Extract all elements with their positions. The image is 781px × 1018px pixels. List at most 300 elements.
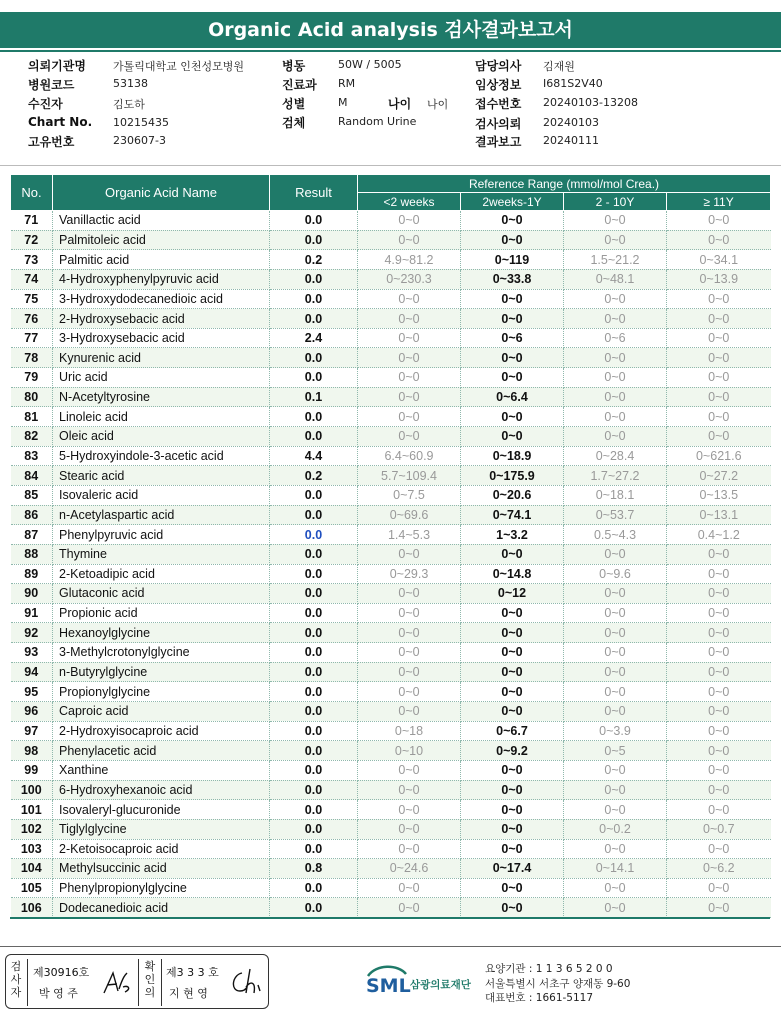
- row-number: 94: [11, 662, 53, 682]
- result-value: 0.0: [270, 682, 358, 702]
- ref-lt-2-weeks: 5.7~109.4: [358, 466, 461, 486]
- ref-11y-plus: 0~0: [667, 898, 771, 918]
- result-value: 0.0: [270, 505, 358, 525]
- ref-lt-2-weeks: 0~29.3: [358, 564, 461, 584]
- ref-2-10y: 0~48.1: [564, 269, 667, 289]
- row-number: 86: [11, 505, 53, 525]
- result-value: 0.0: [270, 427, 358, 447]
- row-number: 87: [11, 525, 53, 545]
- ref-11y-plus: 0~0: [667, 780, 771, 800]
- ref-lt-2-weeks: 0~18: [358, 721, 461, 741]
- result-value: 0.0: [270, 525, 358, 545]
- ward-value: 50W / 5005: [338, 58, 402, 71]
- ref-lt-2-weeks: 0~0: [358, 702, 461, 722]
- ref-11y-plus: 0~34.1: [667, 250, 771, 270]
- ref-11y-plus: 0~621.6: [667, 446, 771, 466]
- ref-2-10y: 0~6: [564, 328, 667, 348]
- ref-11y-plus: 0~0: [667, 211, 771, 231]
- institution-label: 의뢰기관명: [28, 59, 86, 73]
- row-number: 97: [11, 721, 53, 741]
- row-number: 103: [11, 839, 53, 859]
- result-value: 0.0: [270, 760, 358, 780]
- table-row: [11, 760, 771, 780]
- table-row: [11, 328, 771, 348]
- patient-info: [0, 55, 781, 155]
- ref-11y-plus: 0~0: [667, 427, 771, 447]
- address: 서울특별시 서초구 양재동 9-60: [485, 977, 631, 990]
- ref-11y-plus: 0~0: [667, 878, 771, 898]
- acid-name: Tiglylglycine: [53, 819, 270, 839]
- row-number: 76: [11, 309, 53, 329]
- ref-11y-plus: 0~0: [667, 348, 771, 368]
- examiner-signature: [101, 969, 135, 997]
- ref-2-weeks-1y: 0~0: [461, 368, 564, 388]
- footer-divider: [0, 946, 781, 947]
- table-row: [11, 505, 771, 525]
- ref-2-weeks-1y: 0~0: [461, 662, 564, 682]
- ref-2-10y: 0~0: [564, 230, 667, 250]
- ref-2-10y: 0~0: [564, 427, 667, 447]
- table-row: [11, 878, 771, 898]
- ref-lt-2-weeks: 0~0: [358, 309, 461, 329]
- result-value: 0.0: [270, 407, 358, 427]
- ref-11y-plus: 0~0: [667, 623, 771, 643]
- report-title: Organic Acid analysis 검사결과보고서: [0, 12, 781, 48]
- table-row: [11, 485, 771, 505]
- result-value: 0.0: [270, 584, 358, 604]
- ref-2-10y: 0~0: [564, 800, 667, 820]
- row-number: 98: [11, 741, 53, 761]
- signature-box: [5, 954, 269, 1009]
- row-number: 106: [11, 898, 53, 918]
- acid-name: Oleic acid: [53, 427, 270, 447]
- table-row: [11, 584, 771, 604]
- ward-label: 병동: [282, 59, 306, 73]
- row-number: 92: [11, 623, 53, 643]
- unique-value: 230607-3: [113, 134, 166, 147]
- ref-lt-2-weeks: 0~0: [358, 623, 461, 643]
- ref-2-weeks-1y: 0~0: [461, 407, 564, 427]
- clinical-label: 임상정보: [475, 78, 522, 92]
- ref-2-weeks-1y: 0~0: [461, 702, 564, 722]
- ref-2-weeks-1y: 0~0: [461, 839, 564, 859]
- ref-2-weeks-1y: 0~33.8: [461, 269, 564, 289]
- ref-2-weeks-1y: 0~0: [461, 544, 564, 564]
- ref-lt-2-weeks: 0~0: [358, 427, 461, 447]
- row-number: 93: [11, 643, 53, 663]
- ref-lt-2-weeks: 0~0: [358, 387, 461, 407]
- ref-2-10y: 0~0: [564, 211, 667, 231]
- ref-2-10y: 0~0: [564, 780, 667, 800]
- age-value: 나이: [427, 98, 449, 111]
- result-value: 0.0: [270, 348, 358, 368]
- specimen-value: Random Urine: [338, 115, 417, 128]
- acid-name: Thymine: [53, 544, 270, 564]
- examiner-name: 박 영 주: [39, 987, 78, 1000]
- ref-2-10y: 0~0: [564, 407, 667, 427]
- ref-lt-2-weeks: 0~0: [358, 368, 461, 388]
- dept-value: RM: [338, 77, 356, 90]
- result-value: 0.0: [270, 878, 358, 898]
- request-label: 검사의뢰: [475, 117, 522, 131]
- row-number: 75: [11, 289, 53, 309]
- row-number: 72: [11, 230, 53, 250]
- table-row: [11, 780, 771, 800]
- sex-value: M: [338, 96, 348, 109]
- clinical-value: I681S2V40: [543, 77, 603, 90]
- ref-lt-2-weeks: 0~0: [358, 898, 461, 918]
- row-number: 105: [11, 878, 53, 898]
- row-number: 83: [11, 446, 53, 466]
- ref-2-weeks-1y: 0~6.7: [461, 721, 564, 741]
- ref-lt-2-weeks: 0~24.6: [358, 859, 461, 879]
- table-row: [11, 407, 771, 427]
- result-value: 0.1: [270, 387, 358, 407]
- table-row: [11, 819, 771, 839]
- acid-name: Hexanoylglycine: [53, 623, 270, 643]
- row-number: 104: [11, 859, 53, 879]
- ref-11y-plus: 0~13.9: [667, 269, 771, 289]
- ref-2-10y: 1.7~27.2: [564, 466, 667, 486]
- row-number: 81: [11, 407, 53, 427]
- acid-name: Linoleic acid: [53, 407, 270, 427]
- ref-lt-2-weeks: 1.4~5.3: [358, 525, 461, 545]
- result-value: 0.2: [270, 466, 358, 486]
- ref-lt-2-weeks: 0~0: [358, 584, 461, 604]
- result-value: 0.0: [270, 623, 358, 643]
- ref-11y-plus: 0~0: [667, 800, 771, 820]
- result-value: 0.0: [270, 721, 358, 741]
- result-value: 0.0: [270, 544, 358, 564]
- ref-lt-2-weeks: 0~0: [358, 348, 461, 368]
- ref-2-weeks-1y: 0~119: [461, 250, 564, 270]
- table-row: [11, 269, 771, 289]
- ref-11y-plus: 0~0: [667, 760, 771, 780]
- ref-2-weeks-1y: 0~0: [461, 348, 564, 368]
- ref-2-weeks-1y: 0~0: [461, 230, 564, 250]
- ref-11y-plus: 0~0: [667, 643, 771, 663]
- ref-2-10y: 0~0: [564, 603, 667, 623]
- confirmer-label: 확인의: [144, 960, 156, 999]
- agency-number: 요양기관 : 1 1 3 6 5 2 0 0: [485, 963, 613, 975]
- report-label: 결과보고: [475, 135, 522, 149]
- result-value: 0.0: [270, 211, 358, 231]
- table-row: [11, 211, 771, 231]
- sig-divider: [161, 959, 162, 1006]
- ref-2-weeks-1y: 0~12: [461, 584, 564, 604]
- ref-2-weeks-1y: 0~0: [461, 211, 564, 231]
- age-label: 나이: [388, 97, 412, 111]
- ref-2-10y: 0.5~4.3: [564, 525, 667, 545]
- table-row: [11, 662, 771, 682]
- ref-11y-plus: 0~0: [667, 289, 771, 309]
- table-row: [11, 682, 771, 702]
- result-value: 0.0: [270, 662, 358, 682]
- ref-11y-plus: 0~0: [667, 584, 771, 604]
- ref-2-weeks-1y: 0~9.2: [461, 741, 564, 761]
- ref-2-weeks-1y: 0~0: [461, 623, 564, 643]
- ref-lt-2-weeks: 0~0: [358, 211, 461, 231]
- ref-2-weeks-1y: 0~0: [461, 289, 564, 309]
- ref-2-10y: 0~5: [564, 741, 667, 761]
- table-row: [11, 839, 771, 859]
- row-number: 80: [11, 387, 53, 407]
- ref-lt-2-weeks: 0~69.6: [358, 505, 461, 525]
- ref-2-10y: 0~0: [564, 368, 667, 388]
- acid-name: n-Acetylaspartic acid: [53, 505, 270, 525]
- ref-lt-2-weeks: 0~10: [358, 741, 461, 761]
- ref-2-10y: 0~18.1: [564, 485, 667, 505]
- row-number: 100: [11, 780, 53, 800]
- table-row: [11, 702, 771, 722]
- ref-2-10y: 0~0: [564, 387, 667, 407]
- ref-2-10y: 0~28.4: [564, 446, 667, 466]
- table-row: [11, 427, 771, 447]
- result-value: 0.0: [270, 485, 358, 505]
- acid-name: 3-Hydroxydodecanedioic acid: [53, 289, 270, 309]
- result-value: 2.4: [270, 328, 358, 348]
- row-number: 71: [11, 211, 53, 231]
- request-value: 20240103: [543, 116, 599, 129]
- ref-2-weeks-1y: 0~0: [461, 819, 564, 839]
- ref-2-weeks-1y: 0~175.9: [461, 466, 564, 486]
- col-reference: Reference Range (mmol/mol Crea.): [358, 175, 771, 193]
- ref-11y-plus: 0~0: [667, 839, 771, 859]
- ref-11y-plus: 0~13.5: [667, 485, 771, 505]
- result-value: 4.4: [270, 446, 358, 466]
- row-number: 73: [11, 250, 53, 270]
- ref-2-weeks-1y: 0~0: [461, 878, 564, 898]
- table-row: [11, 544, 771, 564]
- result-value: 0.0: [270, 289, 358, 309]
- ref-11y-plus: 0~0: [667, 544, 771, 564]
- ref-2-10y: 0~0: [564, 878, 667, 898]
- hospital-code-value: 53138: [113, 77, 148, 90]
- col-name: Organic Acid Name: [53, 175, 270, 211]
- examinee-label: 수진자: [28, 97, 63, 111]
- examinee-value: 김도하: [113, 98, 145, 111]
- ref-2-10y: 0~0: [564, 662, 667, 682]
- ref-11y-plus: 0~13.1: [667, 505, 771, 525]
- ref-2-weeks-1y: 0~0: [461, 309, 564, 329]
- row-number: 96: [11, 702, 53, 722]
- table-row: [11, 387, 771, 407]
- ref-2-weeks-1y: 0~0: [461, 682, 564, 702]
- acid-name: 5-Hydroxyindole-3-acetic acid: [53, 446, 270, 466]
- info-divider: [0, 165, 781, 166]
- acid-name: 6-Hydroxyhexanoic acid: [53, 780, 270, 800]
- table-bottom-rule: [10, 917, 770, 919]
- sml-logo-mark: [366, 962, 484, 1002]
- ref-2-weeks-1y: 0~74.1: [461, 505, 564, 525]
- table-row: [11, 564, 771, 584]
- doctor-label: 담당의사: [475, 59, 522, 73]
- ref-2-10y: 0~0: [564, 309, 667, 329]
- acid-name: Glutaconic acid: [53, 584, 270, 604]
- ref-lt-2-weeks: 0~0: [358, 819, 461, 839]
- ref-11y-plus: 0~0: [667, 407, 771, 427]
- ref-2-weeks-1y: 0~20.6: [461, 485, 564, 505]
- confirmer-name: 지 현 영: [169, 987, 208, 1000]
- row-number: 84: [11, 466, 53, 486]
- ref-2-10y: 0~0: [564, 623, 667, 643]
- acid-name: Methylsuccinic acid: [53, 859, 270, 879]
- result-value: 0.0: [270, 702, 358, 722]
- ref-11y-plus: 0~0: [667, 721, 771, 741]
- acid-name: Isovaleryl-glucuronide: [53, 800, 270, 820]
- ref-11y-plus: 0~0: [667, 230, 771, 250]
- ref-lt-2-weeks: 0~0: [358, 230, 461, 250]
- acid-name: Propionylglycine: [53, 682, 270, 702]
- ref-11y-plus: 0~0.7: [667, 819, 771, 839]
- col-r3: 2 - 10Y: [564, 193, 667, 211]
- ref-lt-2-weeks: 4.9~81.2: [358, 250, 461, 270]
- acid-name: 2-Ketoadipic acid: [53, 564, 270, 584]
- sml-logo: [366, 962, 484, 1006]
- table-row: [11, 348, 771, 368]
- sig-divider: [138, 959, 139, 1006]
- col-r1: <2 weeks: [358, 193, 461, 211]
- ref-11y-plus: 0.4~1.2: [667, 525, 771, 545]
- acid-name: Stearic acid: [53, 466, 270, 486]
- ref-2-10y: 0~0: [564, 760, 667, 780]
- row-number: 102: [11, 819, 53, 839]
- dept-label: 진료과: [282, 78, 317, 92]
- result-value: 0.0: [270, 564, 358, 584]
- row-number: 85: [11, 485, 53, 505]
- result-value: 0.0: [270, 309, 358, 329]
- ref-2-10y: 0~0: [564, 839, 667, 859]
- confirmer-signature: [228, 967, 266, 999]
- acid-name: Isovaleric acid: [53, 485, 270, 505]
- ref-2-weeks-1y: 1~3.2: [461, 525, 564, 545]
- acid-name: Propionic acid: [53, 603, 270, 623]
- institution-value: 가톨릭대학교 인천성모병원: [113, 60, 245, 73]
- row-number: 95: [11, 682, 53, 702]
- ref-lt-2-weeks: 0~0: [358, 407, 461, 427]
- sig-divider: [27, 959, 28, 1006]
- result-value: 0.0: [270, 643, 358, 663]
- table-row: [11, 643, 771, 663]
- table-row: [11, 289, 771, 309]
- result-value: 0.8: [270, 859, 358, 879]
- table-row: [11, 466, 771, 486]
- ref-11y-plus: 0~27.2: [667, 466, 771, 486]
- row-number: 79: [11, 368, 53, 388]
- ref-2-weeks-1y: 0~6.4: [461, 387, 564, 407]
- col-result: Result: [270, 175, 358, 211]
- result-value: 0.0: [270, 780, 358, 800]
- ref-2-10y: 0~0: [564, 348, 667, 368]
- ref-11y-plus: 0~0: [667, 702, 771, 722]
- ref-2-10y: 0~0: [564, 702, 667, 722]
- ref-lt-2-weeks: 6.4~60.9: [358, 446, 461, 466]
- ref-2-weeks-1y: 0~18.9: [461, 446, 564, 466]
- acid-name: 2-Hydroxysebacic acid: [53, 309, 270, 329]
- ref-2-10y: 0~0: [564, 682, 667, 702]
- chart-label: Chart No.: [28, 115, 93, 129]
- row-number: 99: [11, 760, 53, 780]
- acid-name: Kynurenic acid: [53, 348, 270, 368]
- ref-2-10y: 1.5~21.2: [564, 250, 667, 270]
- ref-lt-2-weeks: 0~7.5: [358, 485, 461, 505]
- row-number: 74: [11, 269, 53, 289]
- acid-name: 2-Hydroxyisocaproic acid: [53, 721, 270, 741]
- result-value: 0.0: [270, 898, 358, 918]
- result-value: 0.0: [270, 368, 358, 388]
- table-row: [11, 603, 771, 623]
- ref-2-10y: 0~14.1: [564, 859, 667, 879]
- table-row: [11, 623, 771, 643]
- ref-2-weeks-1y: 0~0: [461, 603, 564, 623]
- ref-11y-plus: 0~6.2: [667, 859, 771, 879]
- acid-name: 4-Hydroxyphenylpyruvic acid: [53, 269, 270, 289]
- ref-2-weeks-1y: 0~0: [461, 780, 564, 800]
- specimen-label: 검체: [282, 116, 306, 130]
- result-value: 0.0: [270, 800, 358, 820]
- col-no: No.: [11, 175, 53, 211]
- title-divider: [0, 50, 781, 52]
- ref-11y-plus: 0~0: [667, 368, 771, 388]
- ref-11y-plus: 0~0: [667, 741, 771, 761]
- row-number: 82: [11, 427, 53, 447]
- ref-2-10y: 0~0: [564, 289, 667, 309]
- acid-name: Phenylpyruvic acid: [53, 525, 270, 545]
- ref-lt-2-weeks: 0~0: [358, 800, 461, 820]
- row-number: 90: [11, 584, 53, 604]
- result-value: 0.2: [270, 250, 358, 270]
- ref-2-10y: 0~3.9: [564, 721, 667, 741]
- acid-name: n-Butyrylglycine: [53, 662, 270, 682]
- ref-2-weeks-1y: 0~6: [461, 328, 564, 348]
- row-number: 77: [11, 328, 53, 348]
- results-table: [10, 174, 771, 918]
- ref-2-weeks-1y: 0~0: [461, 760, 564, 780]
- ref-2-weeks-1y: 0~14.8: [461, 564, 564, 584]
- lab-address: [485, 962, 630, 1006]
- table-row: [11, 368, 771, 388]
- table-row: [11, 721, 771, 741]
- row-number: 89: [11, 564, 53, 584]
- ref-11y-plus: 0~0: [667, 564, 771, 584]
- ref-lt-2-weeks: 0~0: [358, 544, 461, 564]
- ref-11y-plus: 0~0: [667, 328, 771, 348]
- table-row: [11, 859, 771, 879]
- logo-text: SML: [366, 975, 411, 997]
- ref-11y-plus: 0~0: [667, 662, 771, 682]
- confirmer-number: 제3 3 3 호: [166, 966, 219, 979]
- ref-lt-2-weeks: 0~0: [358, 643, 461, 663]
- org-name: 삼광의료재단: [410, 979, 471, 991]
- chart-value: 10215435: [113, 116, 169, 129]
- acid-name: Palmitoleic acid: [53, 230, 270, 250]
- table-row: [11, 800, 771, 820]
- ref-lt-2-weeks: 0~0: [358, 682, 461, 702]
- ref-lt-2-weeks: 0~0: [358, 328, 461, 348]
- result-value: 0.0: [270, 603, 358, 623]
- acid-name: 3-Hydroxysebacic acid: [53, 328, 270, 348]
- ref-2-10y: 0~53.7: [564, 505, 667, 525]
- ref-lt-2-weeks: 0~0: [358, 603, 461, 623]
- ref-2-weeks-1y: 0~0: [461, 427, 564, 447]
- row-number: 88: [11, 544, 53, 564]
- acid-name: Phenylpropionylglycine: [53, 878, 270, 898]
- table-row: [11, 250, 771, 270]
- acid-name: N-Acetyltyrosine: [53, 387, 270, 407]
- result-value: 0.0: [270, 741, 358, 761]
- report-value: 20240111: [543, 134, 599, 147]
- table-row: [11, 741, 771, 761]
